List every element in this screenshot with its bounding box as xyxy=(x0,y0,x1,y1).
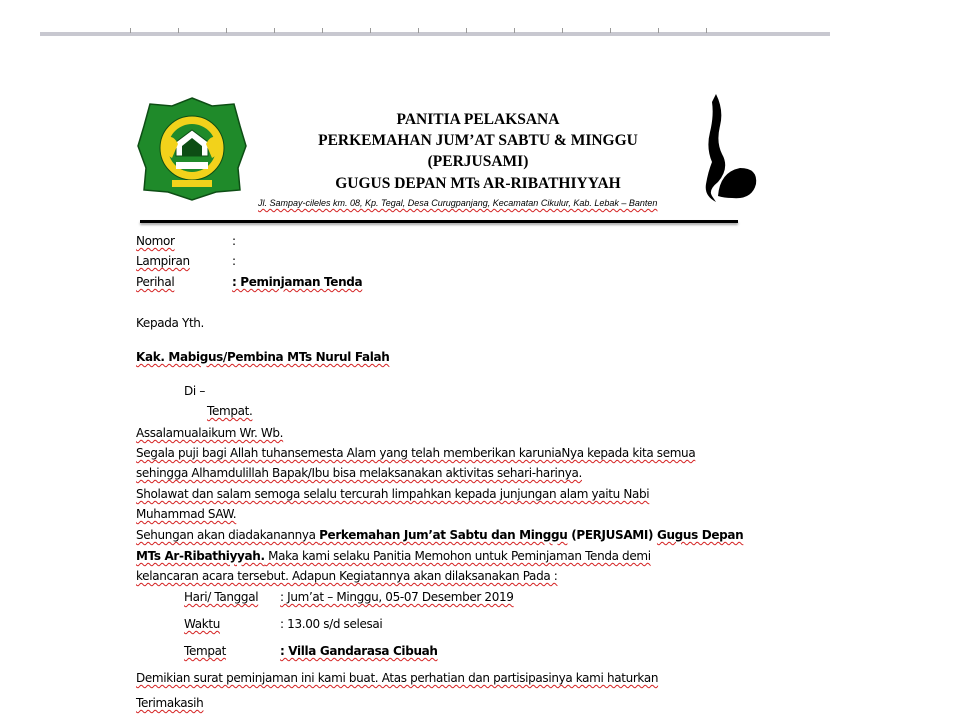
paragraph-1-line-2: sehingga Alhamdulillah Bapak/Ibu bisa melaksanakan aktivitas sehari-harinya. xyxy=(136,466,582,480)
header-line-1: PANITIA PELAKSANA xyxy=(396,111,560,128)
greeting: Assalamualaikum Wr. Wb. xyxy=(136,426,284,440)
hari-value: : Jum’at – Minggu, 05-07 Desember 2019 xyxy=(280,590,514,604)
di-line: Di – xyxy=(184,384,205,398)
lampiran-value: : xyxy=(232,254,236,268)
ruler-ticks xyxy=(130,28,830,34)
nomor-value: : xyxy=(232,234,236,248)
tempat-value: : Villa Gandarasa Cibuah xyxy=(280,644,438,658)
paragraph-2-line-2: Muhammad SAW. xyxy=(136,507,237,521)
tempat-line: Tempat. xyxy=(207,404,253,418)
tempat-label: Tempat xyxy=(184,644,226,658)
p3-gugus: Gugus Depan xyxy=(656,528,744,542)
letterhead-divider xyxy=(140,220,738,223)
paragraph-3-line-3: kelancaran acara tersebut. Adapun Kegiatannya akan dilaksanakan Pada : xyxy=(136,569,558,583)
header-line-3: (PERJUSAMI) xyxy=(427,153,529,170)
header-line-2: PERKEMAHAN JUM’AT SABTU & MINGGU xyxy=(318,132,638,149)
waktu-label: Waktu xyxy=(184,617,220,631)
waktu-value: : 13.00 s/d selesai xyxy=(280,617,383,631)
school-logo xyxy=(136,96,248,202)
p3-event-name: Perkemahan Jum’at Sabtu dan Minggu xyxy=(319,528,568,542)
paragraph-1-line-1: Segala puji bagi Allah tuhansemesta Alam yang telah memberikan karuniaNya kepada kita semua xyxy=(136,446,696,460)
paragraph-3-line-1 xyxy=(136,528,743,542)
lampiran-label: Lampiran xyxy=(136,254,190,268)
thanks: Terimakasih xyxy=(136,696,204,710)
p3-text-a: Sehungan akan diadakanannya xyxy=(136,528,320,542)
recipient: Kak. Mabigus/Pembina MTs Nurul Falah xyxy=(136,350,390,364)
addressee-intro: Kepada Yth. xyxy=(136,316,205,330)
p3-organizer: MTs Ar-Ribathiyyah. xyxy=(136,549,265,563)
header-address: Jl. Sampay-cileles km. 08, Kp. Tegal, Desa Curugpanjang, Kecamatan Cikulur, Kab. Lebak – Banten xyxy=(258,198,658,208)
paragraph-3-line-2 xyxy=(136,549,651,563)
header-line-4: GUGUS DEPAN MTs AR-RIBATHIYYAH xyxy=(335,175,621,192)
perihal-label: Perihal xyxy=(136,275,175,289)
paragraph-2-line-1: Sholawat dan salam semoga selalu tercurah limpahkan kepada junjungan alam yaitu Nabi xyxy=(136,487,650,501)
p3-event-abbr: (PERJUSAMI) xyxy=(567,528,657,542)
closing: Demikian surat peminjaman ini kami buat. Atas perhatian dan partisipasinya kami haturkan xyxy=(136,671,659,685)
perihal-value: : Peminjaman Tenda xyxy=(232,275,363,289)
nomor-label: Nomor xyxy=(136,234,175,248)
hari-label: Hari/ Tanggal xyxy=(184,590,259,604)
scout-emblem-logo xyxy=(700,92,760,204)
p3-text-b: Maka kami selaku Panitia Memohon untuk Peminjaman Tenda demi xyxy=(264,549,651,563)
